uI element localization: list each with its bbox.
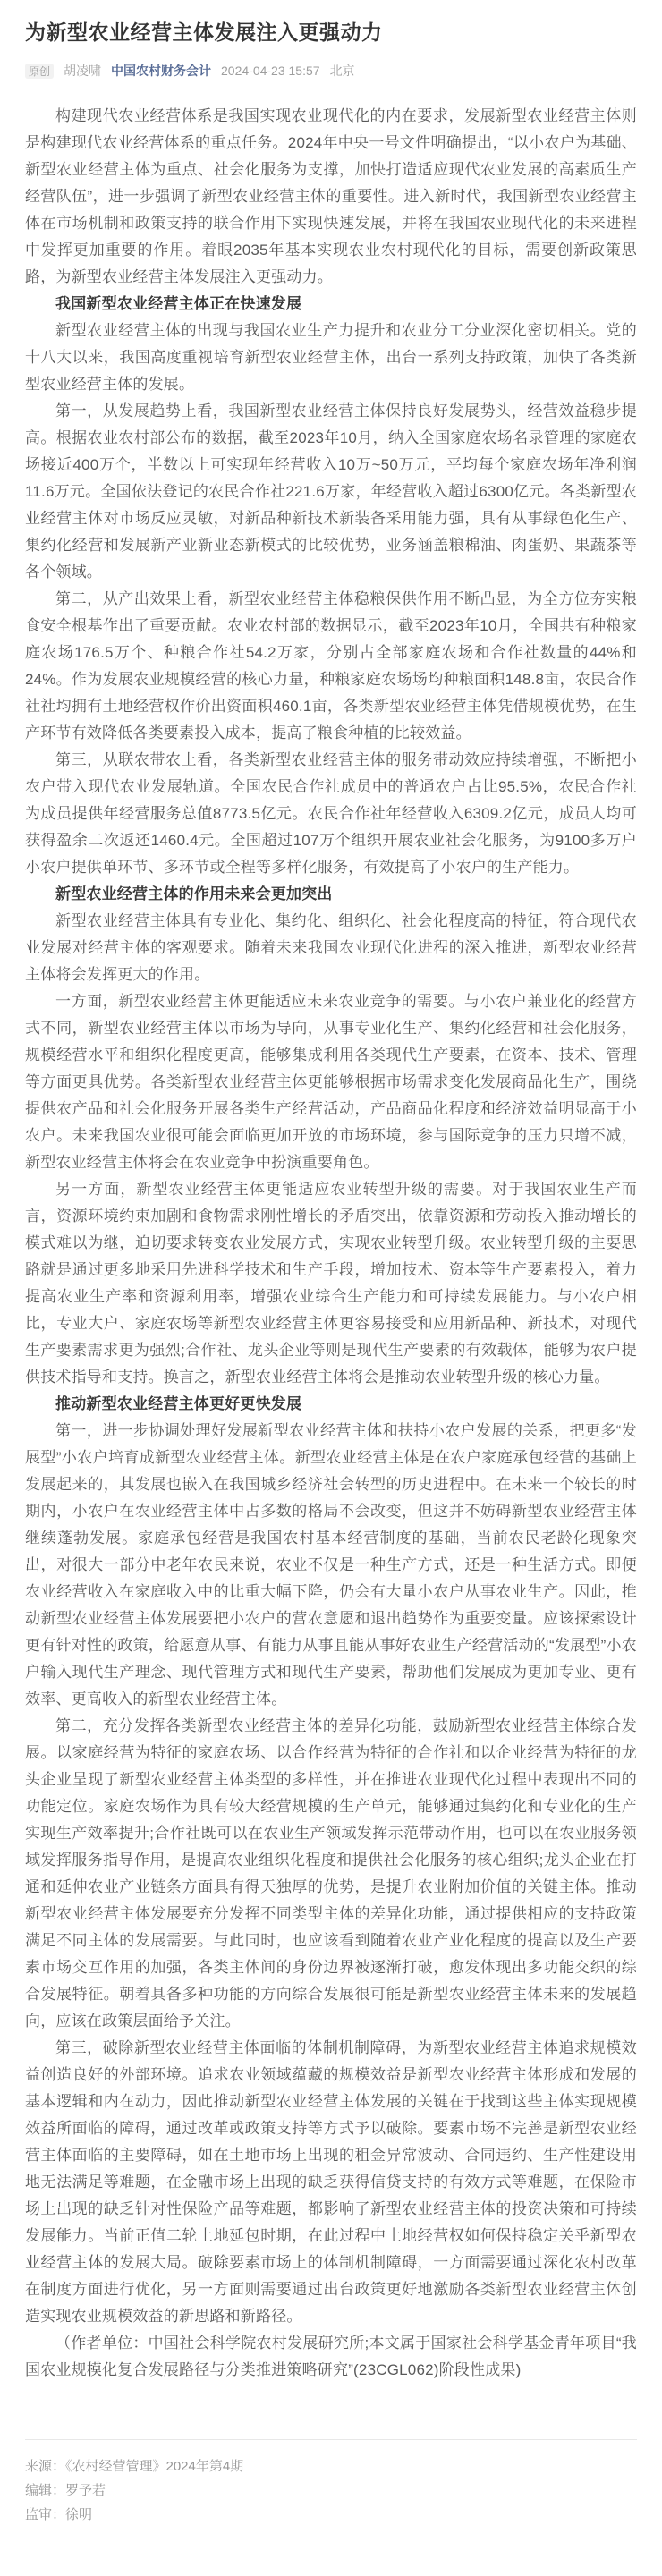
body-paragraph: 第三，从联农带农上看，各类新型农业经营主体的服务带动效应持续增强，不断把小农户带入现代农业发展轨道。全国农民合作社成员中的普通农户占比95.5%，农民合作社为成员提供年经营服务总值8773.5亿元。农民合作社年经营收入6309.2亿元，成员人均可获得盈余二次返还1460.4元。全国超过107万个组织开展农业社会化服务，为9100多万户小农户提供单环节、多环节或全程等多样化服务，有效提高了小农户的生产能力。	[25, 751, 637, 877]
publish-datetime: 2024-04-23 15:57	[221, 64, 320, 79]
body-paragraph: 一方面，新型农业经营主体更能适应未来农业竞争的需要。与小农户兼业化的经营方式不同，新型农业经营主体以市场为导向，从事专业化生产、集约化经营和社会化服务，规模经营水平和组织化程度更高，能够集成利用各类现代生产要素，在资本、技术、管理等方面更具优势。各类新型农业经营主体更能够根据市场需求变化发展商品化生产，围绕提供农产品和社会化服务开展各类生产经营活动，产品商品化程度和经济效益明显高于小农户。未来我国农业很可能会面临更加开放的市场环境，参与国际竞争的压力只增不减，新型农业经营主体将会在农业竞争中扮演重要角色。	[25, 993, 637, 1172]
body-paragraph: 第二，从产出效果上看，新型农业经营主体稳粮保供作用不断凸显，为全方位夯实粮食安全根基作出了重要贡献。农业农村部的数据显示，截至2023年10月，全国共有种粮家庭农场176.5万个、种粮合作社54.2万家，分别占全部家庭农场和合作社数量的44%和24%。作为发展农业规模经营的核心力量，种粮家庭农场场均种粮面积148.8亩，农民合作社社均拥有土地经营权作价出资面积460.1亩，各类新型农业经营主体凭借规模优势，在生产环节有效降低各类要素投入成本，提高了粮食种植的比较效益。	[25, 590, 637, 742]
article-meta	[25, 62, 637, 80]
body-paragraph: 第一，从发展趋势上看，我国新型农业经营主体保持良好发展势头，经营效益稳步提高。根据农业农村部公布的数据，截至2023年10月，纳入全国家庭农场名录管理的家庭农场接近400万个，半数以上可实现年经营收入10万~50万元，平均每个家庭农场年净利润11.6万元。全国依法登记的农民合作社221.6万家，年经营收入超过6300亿元。各类新型农业经营主体对市场反应灵敏，对新品种新技术新装备采用能力强，具有从事绿色化生产、集约化经营和发展新产业新业态新模式的比较优势，业务涵盖粮棉油、肉蛋奶、果蔬茶等各个领域。	[25, 402, 637, 581]
publish-location: 北京	[329, 64, 355, 79]
body-paragraph: 第二，充分发挥各类新型农业经营主体的差异化功能，鼓励新型农业经营主体综合发展。以家庭经营为特征的家庭农场、以合作经营为特征的合作社和以企业经营为特征的龙头企业呈现了新型农业经营主体类型的多样性，并在推进农业现代化过程中表现出不同的功能定位。家庭农场作为具有较大经营规模的生产单元，能够通过集约化和专业化的生产实现生产效率提升;合作社既可以在农业生产领域发挥示范带动作用，也可以在农业服务领域发挥服务指导作用，是提高农业组织化程度和提供社会化服务的核心组织;龙头企业在打通和延伸农业产业链条方面具有得天独厚的优势，是提升农业附加价值的关键主体。推动新型农业经营主体发展要充分发挥不同类型主体的差异化功能，通过提供相应的支持政策满足不同主体的发展需要。与此同时，也应该看到随着农业产业化程度的提高以及生产要素市场交互作用的加强，各类主体间的身份边界被逐渐打破，愈发体现出多功能交织的综合发展特征。朝着具备多种功能的方向综合发展很可能是新型农业经营主体未来的发展趋向，应该在政策层面给予关注。	[25, 1717, 637, 2030]
section-heading: 推动新型农业经营主体更好更快发展	[55, 1395, 302, 1413]
body-paragraph: （作者单位：中国社会科学院农村发展研究所;本文属于国家社会科学基金青年项目“我国农业规模化复合发展路径与分类推进策略研究”(23CGL062)阶段性成果)	[25, 2334, 637, 2379]
author-name: 胡凌啸	[64, 64, 102, 79]
body-paragraph: 第三，破除新型农业经营主体面临的体制机制障碍，为新型农业经营主体追求规模效益创造良好的外部环境。追求农业领域蕴藏的规模效益是新型农业经营主体形成和发展的基本逻辑和内在动力，因此推动新型农业经营主体发展的关键在于找到这些主体实现规模效益所面临的障碍，通过改革或政策支持等方式予以破除。要素市场不完善是新型农业经营主体面临的主要障碍，如在土地市场上出现的租金异常波动、合同违约、生产性建设用地无法满足等难题，在金融市场上出现的缺乏获得信贷支持的有效方式等难题，在保险市场上出现的缺乏针对性保险产品等难题，都影响了新型农业经营主体的投资决策和可持续发展能力。当前正值二轮土地延包时期，在此过程中土地经营权如何保持稳定关乎新型农业经营主体的发展大局。破除要素市场上的体制机制障碍，一方面需要通过深化农村改革在制度方面进行优化，另一方面则需要通过出台政策更好地激励各类新型农业经营主体创造实现农业规模效益的新思路和新路径。	[25, 2039, 637, 2326]
source-line: 来源：《农村经营管理》2024年第4期	[25, 2459, 244, 2475]
body-paragraph: 新型农业经营主体的出现与我国农业生产力提升和农业分工分业深化密切相关。党的十八大以来，我国高度重视培育新型农业经营主体，出台一系列支持政策，加快了各类新型农业经营主体的发展。	[25, 322, 637, 394]
editor-line: 编辑：罗予若	[25, 2483, 106, 2499]
body-paragraph: 第一，进一步协调处理好发展新型农业经营主体和扶持小农户发展的关系，把更多“发展型”小农户培育成新型农业经营主体。新型农业经营主体是在农户家庭承包经营的基础上发展起来的，其发展也嵌入在我国城乡经济社会转型的历史进程中。在未来一个较长的时期内，小农户在农业经营主体中占多数的格局不会改变，但这并不妨碍新型农业经营主体继续蓬勃发展。家庭承包经营是我国农村基本经营制度的基础，当前农民老龄化现象突出，对很大一部分中老年农民来说，农业不仅是一种生产方式，还是一种生活方式。即便农业经营收入在家庭收入中的比重大幅下降，仍会有大量小农户从事农业生产。因此，推动新型农业经营主体发展要把小农户的营农意愿和退出趋势作为重要变量。应该探索设计更有针对性的政策，给愿意从事、有能力从事且能从事好农业生产经营活动的“发展型”小农户输入现代生产理念、现代管理方式和现代生产要素，帮助他们发展成为更加专业、更有效率、更高收入的新型农业经营主体。	[25, 1422, 637, 1708]
article-footer	[25, 2439, 637, 2527]
article-body	[25, 103, 637, 2384]
account-name-link[interactable]: 中国农村财务会计	[111, 64, 212, 79]
section-heading: 新型农业经营主体的作用未来会更加突出	[55, 886, 333, 903]
body-paragraph: 另一方面，新型农业经营主体更能适应农业转型升级的需要。对于我国农业生产而言，资源环境约束加剧和食物需求刚性增长的矛盾突出，依靠资源和劳动投入推动增长的模式难以为继，迫切要求转变农业发展方式，实现农业转型升级。农业转型升级的主要思路就是通过更多地采用先进科学技术和生产手段，增加技术、资本等生产要素投入，着力提高农业生产率和资源利用率，增强农业综合生产能力和可持续发展能力。与小农户相比，专业大户、家庭农场等新型农业经营主体更容易接受和应用新品种、新技术，对现代生产要素需求更为强烈;合作社、龙头企业等则是现代生产要素的有效载体，能够为农户提供技术指导和支持。换言之，新型农业经营主体将会是推动农业转型升级的核心力量。	[25, 1181, 637, 1386]
body-paragraph: 构建现代农业经营体系是我国实现农业现代化的内在要求，发展新型农业经营主体则是构建现代农业经营体系的重点任务。2024年中央一号文件明确提出，“以小农户为基础、新型农业经营主体为重点、社会化服务为支撑，加快打造适应现代农业发展的高素质生产经营队伍”，进一步强调了新型农业经营主体的重要性。进入新时代，我国新型农业经营主体在市场机制和政策支持的联合作用下实现快速发展，并将在我国农业现代化的未来进程中发挥更加重要的作用。着眼2035年基本实现农业农村现代化的目标，需要创新政策思路，为新型农业经营主体发展注入更强动力。	[25, 107, 637, 286]
original-badge: 原创	[25, 64, 54, 79]
reviewer-line: 监审：徐明	[25, 2507, 93, 2523]
section-heading: 我国新型农业经营主体正在快速发展	[55, 295, 302, 313]
body-paragraph: 新型农业经营主体具有专业化、集约化、组织化、社会化程度高的特征，符合现代农业发展对经营主体的客观要求。随着未来我国农业现代化进程的深入推进，新型农业经营主体将会发挥更大的作用。	[25, 912, 637, 984]
article-title: 为新型农业经营主体发展注入更强动力	[25, 21, 383, 44]
